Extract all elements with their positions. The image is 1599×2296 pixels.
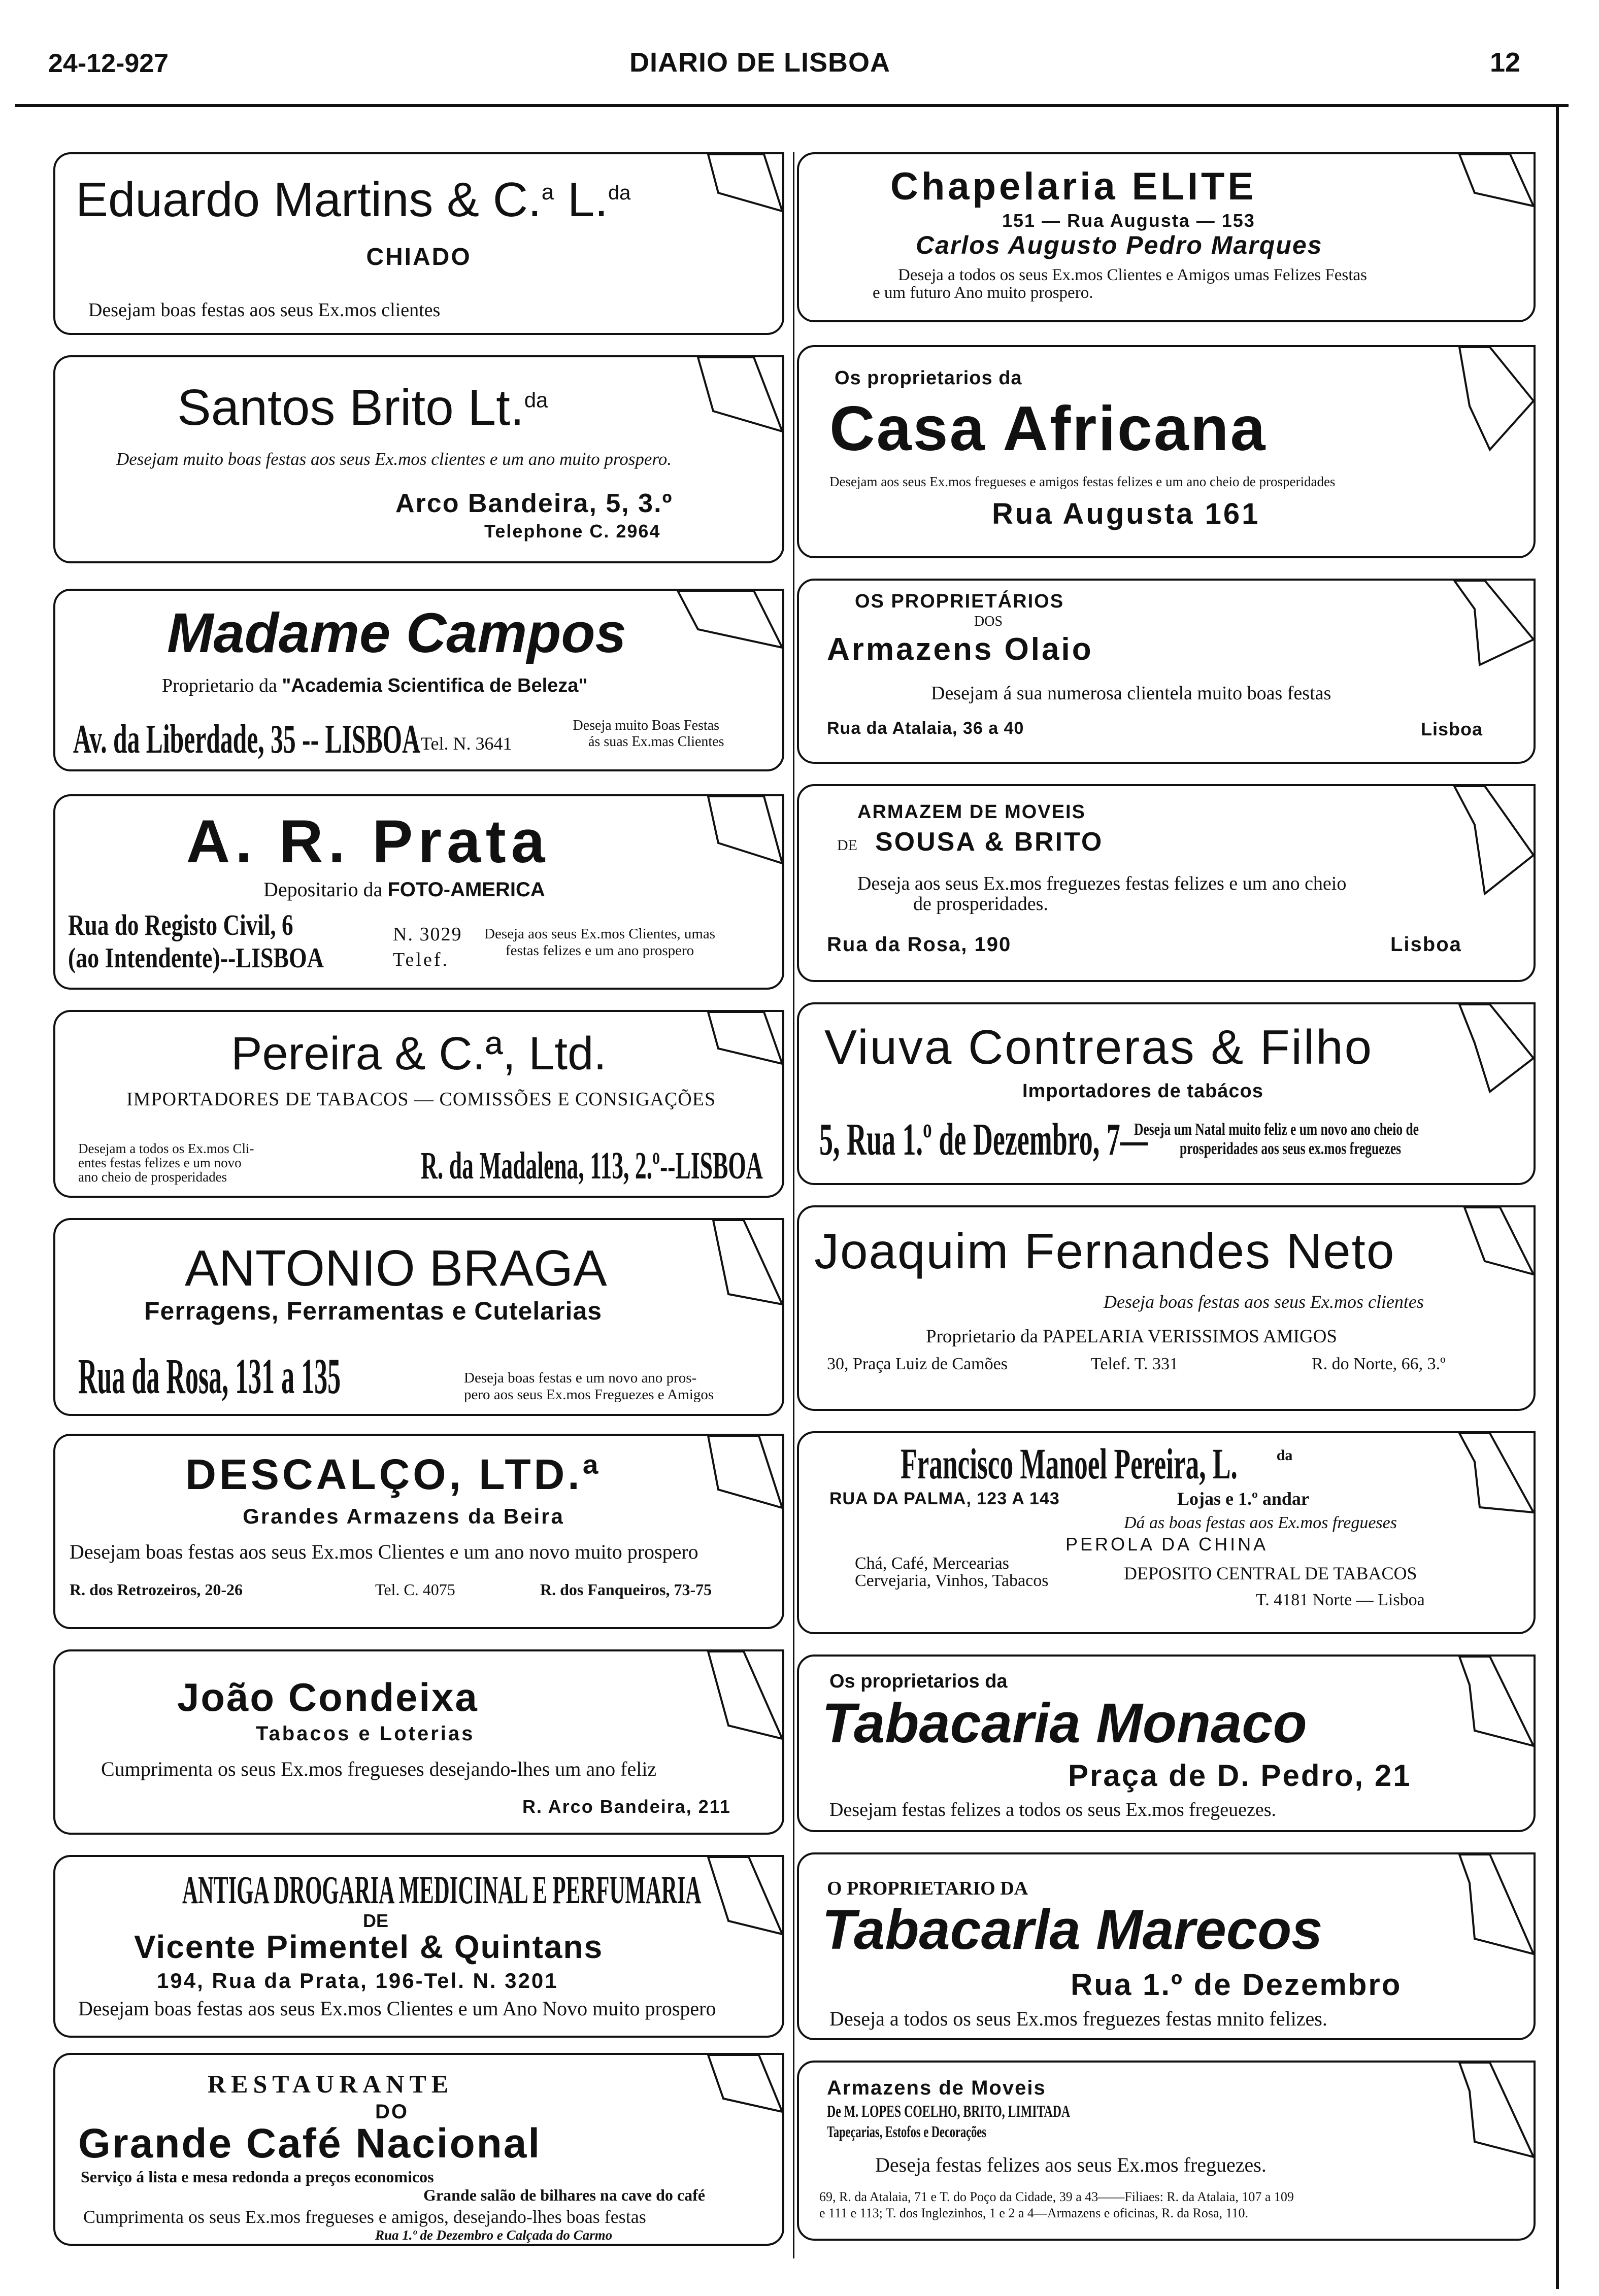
page-curl-icon (708, 152, 784, 213)
ad-pretitle: RESTAURANTE (208, 2070, 454, 2098)
ad-message: Deseja aos seus Ex.mos Clientes, umas (484, 926, 716, 942)
ad-address: Rua do Registo Civil, 6 (68, 908, 293, 941)
page-curl-icon (1459, 2061, 1536, 2167)
ad-subtitle: IMPORTADORES DE TABACOS — COMISSÕES E CONSIGAÇÕES (126, 1089, 716, 1110)
ad-address: Rua 1.º de Dezembro (1071, 1968, 1402, 2002)
page-curl-icon (1454, 784, 1536, 896)
ad-message: Deseja aos seus Ex.mos freguezes festas felizes e um ano cheio (857, 873, 1347, 894)
newspaper-title: DIARIO DE LISBOA (629, 47, 891, 78)
ad-subtitle: Grandes Armazens da Beira (243, 1504, 564, 1528)
page-curl-icon (1454, 579, 1536, 670)
ad-address: R. dos Fanqueiros, 73-75 (540, 1580, 712, 1599)
company-name: Casa Africana (829, 394, 1267, 464)
ad-message: Desejam á sua numerosa clientela muito boas festas (931, 683, 1331, 704)
ad-message: Cumprimenta os seus Ex.mos fregueses e amigos, desejando-lhes boas festas (83, 2207, 646, 2227)
page-curl-icon (1459, 152, 1536, 208)
ad-message: Desejam a todos os Ex.mos Cli- (78, 1141, 254, 1156)
ad-phone: T. 4181 Norte — Lisboa (1256, 1591, 1425, 1609)
company-suffix: L. (554, 173, 608, 227)
ad-antonio-braga (53, 1218, 784, 1416)
ad-message: Desejam boas festas aos seus Ex.mos Clientes e um ano novo muito prospero (70, 1540, 698, 1563)
company-name: Santos Brito Lt. (177, 379, 524, 436)
ad-viuva-contreras (797, 1002, 1536, 1185)
ad-joaquim-fernandes-neto (797, 1205, 1536, 1411)
ad-tabacaria-marecos (797, 1852, 1536, 2040)
ad-address: R. dos Retrozeiros, 20-26 (70, 1580, 243, 1599)
ad-subtitle: "Academia Scientifica de Beleza" (282, 675, 588, 696)
ad-subtitle-prefix: Proprietario da (162, 675, 277, 696)
ad-joao-condeixa (53, 1649, 784, 1835)
company-name: João Condeixa (177, 1675, 479, 1719)
ad-detail: Serviço á lista e mesa redonda a preços economicos (81, 2168, 434, 2186)
ad-pretitle: ARMAZEM DE MOVEIS (857, 801, 1086, 823)
ad-message: Cumprimenta os seus Ex.mos fregueses desejando-lhes um ano feliz (101, 1758, 657, 1780)
page-curl-icon (708, 2053, 784, 2114)
ad-message: entes festas felizes e um novo (78, 1155, 242, 1170)
company-name: Grande Café Nacional (78, 2120, 542, 2167)
ad-connector: DO (375, 2101, 409, 2123)
ad-message: ás suas Ex.mas Clientes (588, 734, 724, 750)
superscript: da (1276, 1446, 1293, 1464)
ad-address: Rua da Atalaia, 36 a 40 (827, 719, 1024, 738)
ad-address: 151 — Rua Augusta — 153 (1002, 210, 1255, 231)
page-curl-icon (1459, 1655, 1536, 1756)
ad-address: Rua da Rosa, 131 a 135 (78, 1348, 341, 1404)
ad-phone: Telephone C. 2964 (484, 521, 661, 542)
ad-message: Deseja a todos os seus Ex.mos freguezes festas mnito felizes. (829, 2007, 1327, 2030)
ad-message: ano cheio de prosperidades (78, 1169, 227, 1185)
ad-grande-cafe-nacional (53, 2053, 784, 2246)
ad-phone: Tel. N. 3641 (421, 733, 512, 754)
ad-address: 69, R. da Atalaia, 71 e T. do Poço da Cidade, 39 a 43——Filiaes: R. da Atalaia, 107 a 109 (819, 2189, 1294, 2204)
ad-address: 5, Rua 1.º de Dezembro, 7— (819, 1115, 1148, 1165)
ad-address: R. do Norte, 66, 3.º (1312, 1355, 1446, 1373)
ad-address: e 111 e 113; T. dos Inglezinhos, 1 e 2 a 4—Armazens e oficinas, R. da Rosa, 110. (819, 2206, 1249, 2220)
ad-message: Deseja boas festas aos seus Ex.mos clientes (1104, 1292, 1424, 1312)
ad-city: Lisboa (1421, 719, 1483, 739)
ad-detail: Grande salão de bilhares na cave do café (423, 2186, 705, 2204)
ad-tabacaria-monaco (797, 1655, 1536, 1832)
ad-message: e um futuro Ano muito prospero. (873, 284, 1093, 302)
ad-descalco (53, 1434, 784, 1629)
ad-message: Desejam aos seus Ex.mos fregueses e amigos festas felizes e um ano cheio de prosperidades (829, 474, 1336, 489)
page-curl-icon (713, 1218, 784, 1335)
ad-address: Arco Bandeira, 5, 3.º (395, 489, 673, 518)
page-curl-icon (1459, 345, 1536, 452)
company-name: Armazens Olaio (827, 632, 1093, 667)
page-curl-icon (1459, 1431, 1536, 1533)
ad-phone: Telef. T. 331 (1091, 1355, 1178, 1373)
ad-message: Desejam festas felizes a todos os seus Ex.mos fregeuezes. (829, 1799, 1277, 1820)
ad-pretitle: Os proprietarios da (835, 367, 1022, 389)
company-name: Tabacaria Monaco (822, 1692, 1307, 1754)
ad-subtitle: PEROLA DA CHINA (1065, 1534, 1269, 1555)
ad-address: R. da Madalena, 113, 2.º--LISBOA (421, 1144, 763, 1187)
ad-subtitle: CHIADO (366, 244, 472, 271)
company-name: Madame Campos (167, 602, 626, 664)
right-margin-rule (1556, 107, 1559, 2289)
ad-message: Deseja a todos os seus Ex.mos Clientes e Amigos umas Felizes Festas (898, 266, 1367, 284)
ad-message: pero aos seus Ex.mos Freguezes e Amigos (464, 1387, 714, 1403)
ad-owner: De M. LOPES COELHO, BRITO, LIMITADA (827, 2102, 1071, 2121)
ad-francisco-manoel-pereira (797, 1431, 1536, 1634)
company-name: Chapelaria ELITE (890, 165, 1257, 208)
ad-message: Desejam boas festas aos seus Ex.mos Clientes e um Ano Novo muito prospero (78, 1997, 716, 2020)
company-name: Vicente Pimentel & Quintans (134, 1929, 604, 1965)
page-curl-icon (698, 355, 784, 436)
company-name: SOUSA & BRITO (875, 827, 1104, 857)
ad-message: Deseja festas felizes aos seus Ex.mos freguezes. (875, 2153, 1267, 2176)
ad-eduardo-martins (53, 152, 784, 335)
ad-detail: Chá, Café, Mercearias (855, 1554, 1009, 1573)
column-divider (793, 152, 794, 2258)
ad-address: Rua da Rosa, 190 (827, 933, 1012, 956)
ad-phone: Tel. C. 4075 (375, 1580, 455, 1599)
header-rule (15, 104, 1569, 107)
company-name: Armazens de Moveis (827, 2077, 1046, 2099)
ad-message: prosperidades aos seus ex.mos freguezes (1180, 1139, 1402, 1158)
company-name: Tabacarla Marecos (822, 1899, 1323, 1961)
ad-subtitle-prefix: Depositario da (263, 878, 383, 901)
page-curl-icon (1464, 1205, 1536, 1276)
ad-address: Praça de D. Pedro, 21 (1068, 1759, 1412, 1793)
ad-sousa-brito (797, 784, 1536, 982)
company-name: Pereira & C.ª, Ltd. (231, 1028, 607, 1079)
ad-detail: Lojas e 1.º andar (1177, 1489, 1309, 1509)
ad-subtitle: Tabacos e Loterias (256, 1723, 475, 1745)
ad-ar-prata (53, 794, 784, 990)
ad-pretitle: Os proprietarios da (829, 1671, 1008, 1692)
ad-message: Deseja muito Boas Festas (573, 718, 720, 733)
ad-madame-campos (53, 589, 784, 771)
ad-address: (ao Intendente)--LISBOA (68, 942, 324, 974)
superscript: da (524, 388, 548, 412)
ad-connector: DE (362, 1910, 388, 1931)
company-name: A. R. Prata (186, 807, 550, 875)
page-curl-icon (1459, 1852, 1536, 1964)
ad-subtitle: Importadores de tabácos (1022, 1081, 1263, 1102)
ad-phone-label: Telef. (393, 949, 450, 970)
company-name: Joaquim Fernandes Neto (814, 1223, 1395, 1279)
ad-message: Deseja um Natal muito feliz e um novo ano cheio de (1134, 1120, 1419, 1139)
ad-address: RUA DA PALMA, 123 A 143 (829, 1489, 1060, 1508)
ad-phone: N. 3029 (393, 924, 462, 945)
superscript: a (541, 180, 554, 205)
ad-casa-africana (797, 345, 1536, 558)
ad-detail: DEPOSITO CENTRAL DE TABACOS (1124, 1563, 1417, 1583)
ad-message: Desejam muito boas festas aos seus Ex.mos clientes e um ano muito prospero. (116, 449, 672, 469)
ad-pereira (53, 1010, 784, 1198)
ad-detail: Cervejaria, Vinhos, Tabacos (855, 1571, 1049, 1590)
ad-connector: DE (837, 837, 857, 854)
ad-drogaria-vicente-pimentel (53, 1855, 784, 2038)
company-name: DESCALÇO, LTD.ª (185, 1450, 602, 1498)
ad-subtitle: Proprietario da PAPELARIA VERISSIMOS AMIGOS (926, 1326, 1337, 1347)
page-curl-icon (1459, 1002, 1536, 1094)
ad-message: Dá as boas festas aos Ex.mos fregueses (1124, 1513, 1397, 1532)
ad-message: Desejam boas festas aos seus Ex.mos clientes (88, 299, 441, 321)
ad-address: Rua Augusta 161 (992, 497, 1260, 530)
ad-subtitle: Ferragens, Ferramentas e Cutelarias (144, 1297, 603, 1325)
ad-address: Av. da Liberdade, 35 -- LISBOA (73, 717, 420, 762)
company-name: Viuva Contreras & Filho (824, 1020, 1374, 1074)
ad-address: 30, Praça Luiz de Camões (827, 1355, 1008, 1373)
ad-title: ANTIGA DROGARIA MEDICINAL E PERFUMARIA (182, 1868, 702, 1912)
ad-armazens-de-moveis (797, 2061, 1536, 2241)
ad-address: Rua 1.º de Dezembro e Calçada do Carmo (375, 2227, 613, 2243)
ad-city: Lisboa (1390, 933, 1462, 956)
ad-pretitle: O PROPRIETARIO DA (827, 1878, 1028, 1899)
superscript: da (608, 182, 631, 204)
ad-address: R. Arco Bandeira, 211 (522, 1796, 731, 1817)
ad-pretitle: OS PROPRIETÁRIOS (855, 591, 1064, 612)
ad-owner: Carlos Augusto Pedro Marques (916, 231, 1323, 259)
ad-message: de prosperidades. (913, 893, 1048, 915)
ad-message: Deseja boas festas e um novo ano pros- (464, 1370, 697, 1386)
ad-santos-brito (53, 355, 784, 563)
ad-chapelaria-elite (797, 152, 1536, 322)
ad-subtitle: FOTO-AMERICA (387, 879, 545, 901)
page-curl-icon (708, 1649, 784, 1741)
ad-subtitle: Tapeçarias, Estofos e Decorações (827, 2122, 986, 2141)
page-curl-icon (678, 589, 784, 650)
company-name: Eduardo Martins & C. (76, 173, 542, 227)
ad-armazens-olaio (797, 579, 1536, 764)
ad-address: 194, Rua da Prata, 196-Tel. N. 3201 (157, 1969, 558, 1993)
ad-connector: DOS (974, 614, 1003, 629)
company-name: Francisco Manoel Pereira, L. (901, 1439, 1238, 1488)
issue-date: 24-12-927 (48, 49, 169, 78)
ad-message: festas felizes e um ano prospero (505, 942, 694, 959)
company-name: ANTONIO BRAGA (185, 1240, 607, 1297)
page-number: 12 (1490, 47, 1521, 78)
